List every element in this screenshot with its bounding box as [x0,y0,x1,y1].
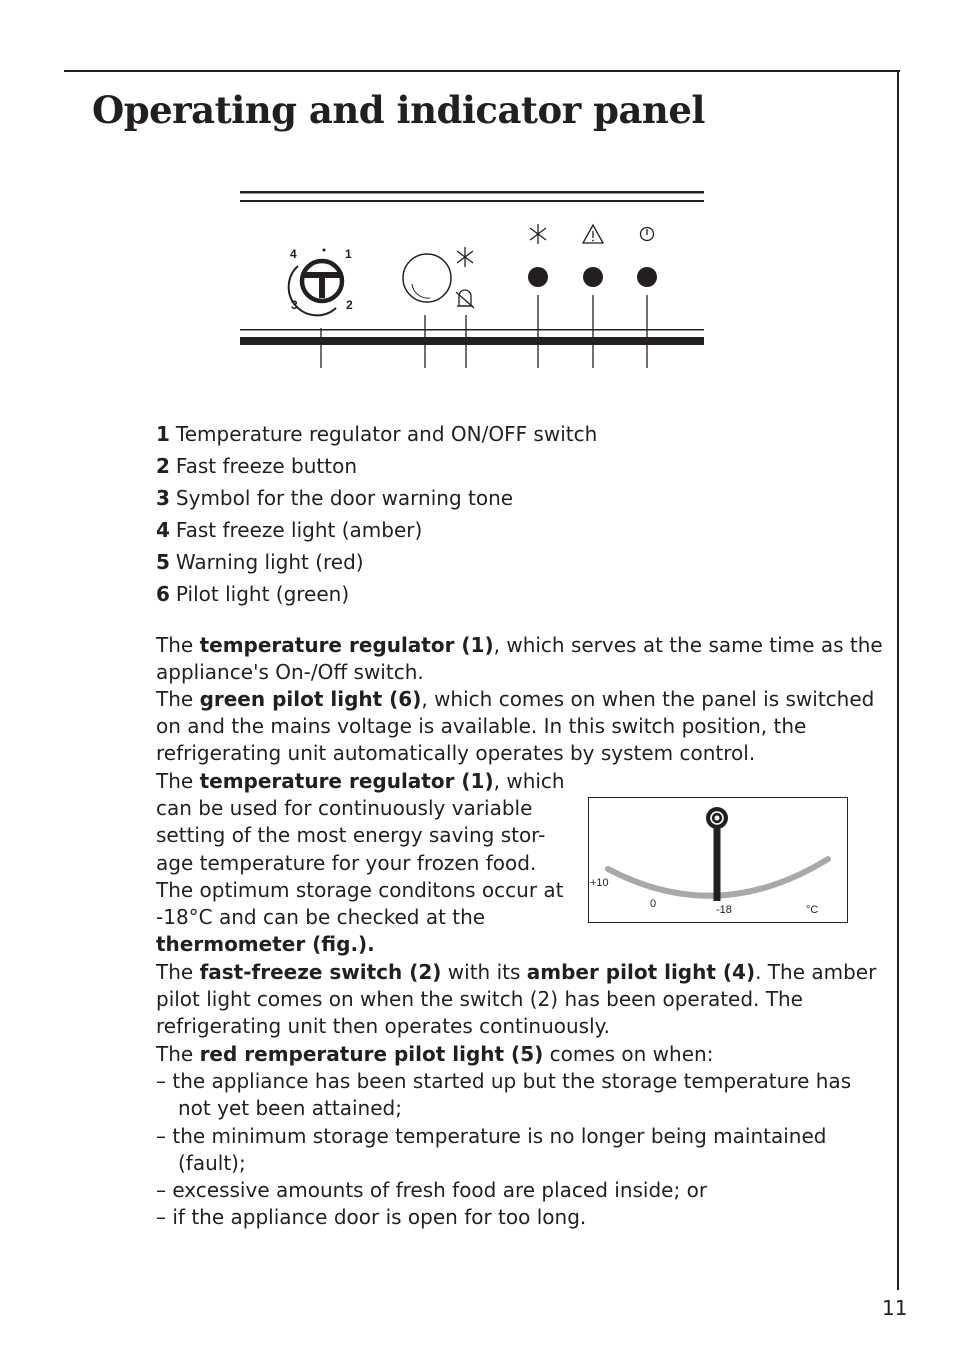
text-line: The red remperature pilot light (5) comes on when: [156,1042,714,1066]
paragraph-fast-freeze-switch [156,959,876,1041]
fast-freeze-light [528,267,548,287]
panel-top-edge [240,191,704,194]
text-line: refrigerating unit then operates continuously. [156,1014,611,1039]
bullet-continuation: not yet been attained; [178,1096,402,1121]
temperature-regulator-dial-icon [289,247,353,315]
text-line: age temperature for your frozen food. [156,850,537,875]
legend-item: 1 Temperature regulator and ON/OFF switch [156,422,598,446]
warning-triangle-icon [583,225,603,243]
paragraph-regulator-onoff [156,632,883,686]
snowflake-icon [457,247,473,267]
scale-label-plus10: +10 [590,877,609,889]
text-line: -18°C and can be checked at the [156,905,486,930]
legend-item: 6 Pilot light (green) [156,582,350,606]
bullet-continuation: (fault); [178,1150,246,1175]
fast-freeze-button-icon [403,254,451,302]
page-title: Operating and indicator panel [92,88,705,132]
text-line: The temperature regulator (1), which serves at the same time as the [156,633,883,657]
text-line: on and the mains voltage is available. In this switch position, the [156,714,807,739]
dial-number-3: 3 [291,298,298,312]
power-icon [641,228,654,241]
text-line: The temperature regulator (1), which [156,769,565,793]
scale-label-unit: °C [806,904,819,916]
fast-freeze-light-snowflake-icon [530,224,546,244]
panel-top-edge-2 [240,200,704,202]
pilot-light [637,267,657,287]
dial-number-2: 2 [346,298,353,312]
paragraph-red-pilot-light [156,1041,851,1231]
legend-item: 2 Fast freeze button [156,454,358,478]
thermometer-needle [714,825,721,901]
text-line: appliance's On-/Off switch. [156,660,424,685]
text-line: refrigerating unit automatically operates by system control. [156,741,756,766]
text-line: pilot light comes on when the switch (2) has been operated. The [156,987,803,1012]
legend-item: 5 Warning light (red) [156,550,364,574]
legend-item: 3 Symbol for the door warning tone [156,486,514,510]
legend-list [156,418,597,610]
side-rule [897,70,899,1290]
scale-label-zero: 0 [650,898,657,910]
text-line: setting of the most energy saving stor- [156,823,546,848]
text-line: The optimum storage conditons occur at [156,877,564,902]
page-number: 11 [882,1296,908,1320]
bullet-line: – if the appliance door is open for too long. [156,1205,587,1230]
thermometer-figure [588,797,848,923]
dial-number-4: 4 [290,247,297,261]
bullet-line: – the minimum storage temperature is no longer being maintained [156,1123,827,1148]
bullet-line: – excessive amounts of fresh food are placed inside; or [156,1178,708,1203]
dial-number-1: 1 [345,247,352,261]
text-line: can be used for continuously variable [156,796,533,821]
door-alarm-bell-icon [456,290,474,308]
control-panel-diagram [240,188,706,372]
text-line: The fast-freeze switch (2) with its amber pilot light (4). The amber [156,960,877,984]
legend-item: 4 Fast freeze light (amber) [156,518,423,542]
warning-light [583,267,603,287]
paragraph-green-pilot-light [156,686,874,768]
bullet-line: – the appliance has been started up but the storage temperature has [156,1069,852,1094]
panel-bottom-bar [240,337,704,345]
top-rule [64,70,900,72]
scale-label-minus18: -18 [716,904,732,916]
paragraph-regulator-setting [156,768,565,958]
panel-bottom-line [240,329,704,331]
text-line: The green pilot light (6), which comes on when the panel is switched [156,687,875,711]
leader-lines [321,295,647,368]
text-line: thermometer (fig.). [156,932,375,957]
